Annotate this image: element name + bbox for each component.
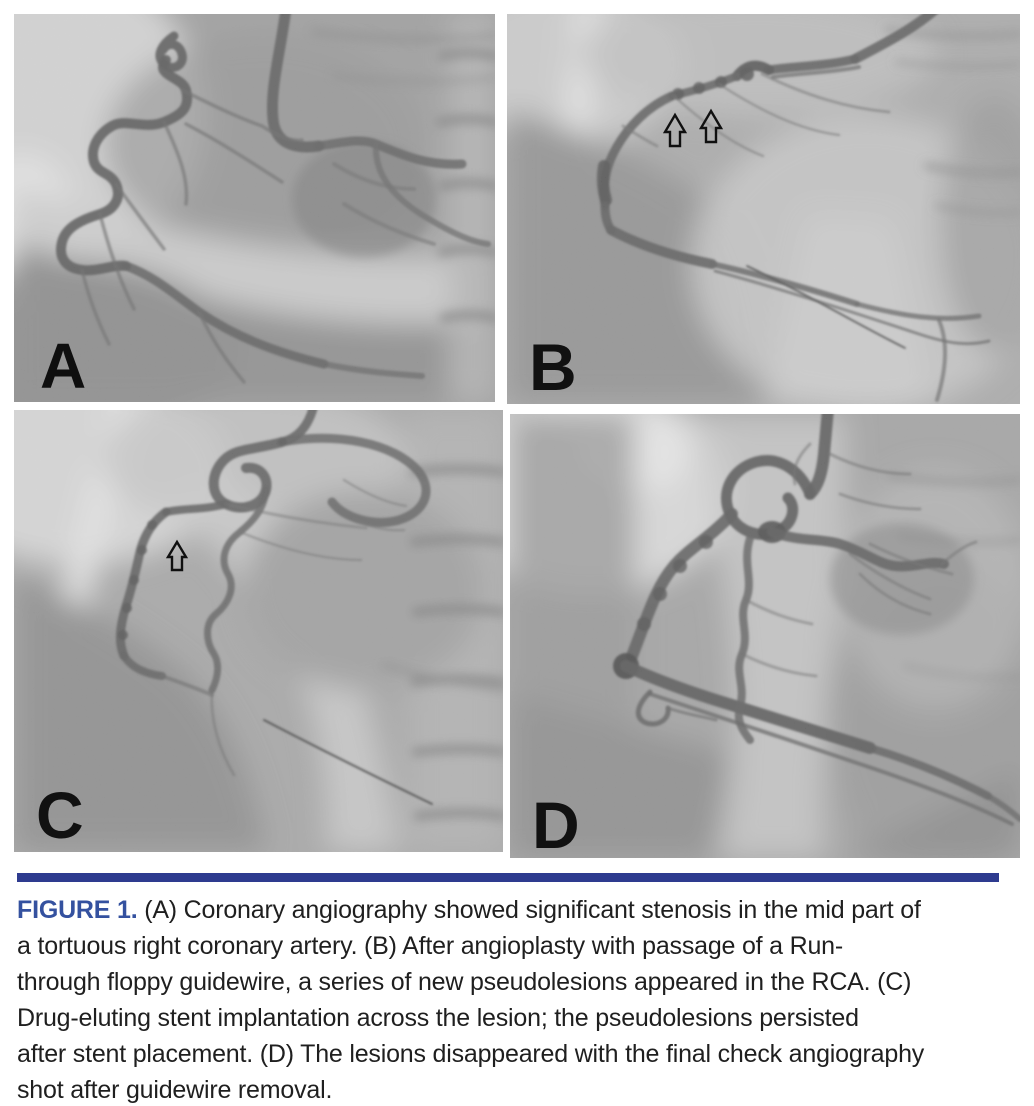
figure-number-label: FIGURE 1. [17, 896, 138, 924]
caption-line: Drug-eluting stent implantation across the lesion; the pseudolesions persisted [17, 1004, 859, 1032]
angiogram-image-a [14, 14, 495, 402]
angiogram-image-b [507, 14, 1020, 404]
angiogram-panel-a [14, 14, 495, 402]
angiogram-panel-d [510, 414, 1020, 858]
angiogram-image-c [14, 410, 503, 852]
caption-text: (A) Coronary angiography showed significant stenosis in the mid part of [137, 896, 921, 924]
angiogram-panel-b [507, 14, 1020, 404]
caption-line: shot after guidewire removal. [17, 1076, 333, 1104]
angiogram-panel-c [14, 410, 503, 852]
caption-line: through floppy guidewire, a series of new pseudolesions appeared in the RCA. (C) [17, 968, 912, 996]
caption-line [17, 892, 1019, 928]
panel-label-b: B [529, 330, 577, 404]
panel-label-d: D [532, 788, 580, 858]
panel-label-c: C [36, 778, 84, 852]
caption-divider-rule [17, 873, 999, 882]
caption-line: after stent placement. (D) The lesions disappeared with the final check angiography [17, 1040, 925, 1068]
figure-caption [17, 892, 1019, 1106]
panel-label-a: A [40, 330, 87, 402]
angiogram-image-d [510, 414, 1020, 858]
caption-line: a tortuous right coronary artery. (B) After angioplasty with passage of a Run- [17, 932, 844, 960]
